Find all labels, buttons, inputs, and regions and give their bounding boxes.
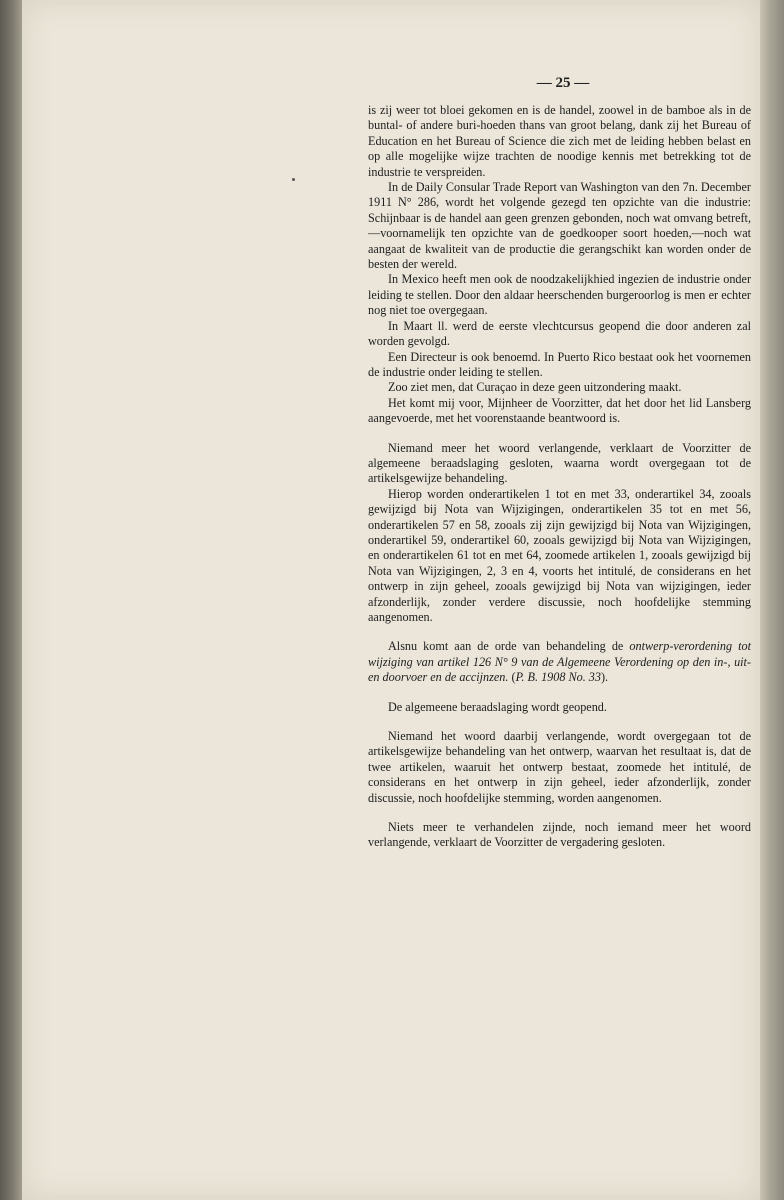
page-number: — 25 — [536,75,590,91]
paragraph-directeur: Een Directeur is ook benoemd. In Puerto Rico bestaat ook het voornemen de industrie onder leiding te stellen. [368,349,751,379]
paragraph-trade-report: In de Daily Consular Trade Report van Washington van den 7n. December 1911 N° 286, wordt het volgende gezegd ten opzichte van die industrie: Schijnbaar is de handel aan geen grenzen gebonden, noch wat omvang betreft,—voornamelijk ten opzichte van de goedkooper soort hoeden,—noch wat aangaat de kwaliteit van de productie die gerangschikt kan worden onder de besten der wereld. [368,180,751,272]
agenda-title: ontwerp-verordening tot wijziging van artikel 126 N° 9 van de Algemeene Verordening op den in-, uit- en doorvoer en de accijnzen. [368,639,752,685]
agenda-ref-open: ( [508,670,516,685]
paragraph-artikelsgewijze: Niemand het woord daarbij verlangende, wordt overgegaan tot de artikelsgewijze behandeling van het ontwerp, waarvan het resultaat is, dat de twee artikelen, waaruit het ontwerp bestaat, zoomede het intitulé, de considerans en het ontwerp in zijn geheel, ieder afzonderlijk, zonder discussie, noch hoofdelijke stemming, worden aangenomen. [368,729,751,805]
paragraph-vergadering-gesloten: Niets meer te verhandelen zijnde, noch iemand meer het woord verlangende, verklaart de Voorzitter de vergadering gesloten. [368,820,751,850]
book-binding [0,0,22,1200]
ink-speck [292,178,295,181]
paragraph-continuation: is zij weer tot bloei gekomen en is de handel, zoowel in de bamboe als in de buntal- of andere buri-hoeden thans van groot belang, dank zij het Bureau of Education en het Bureau of Science die zich met de leiding hebben belast en op alle mogelijke wijze trachten de noodige kennis met betrekking tot de industrie te verspreiden. [368,103,751,179]
paragraph-onderartikelen: Hierop worden onderartikelen 1 tot en met 33, onderartikel 34, zooals gewijzigd bij Nota van Wijzigingen, onderartikelen 35 tot en met 56, onderartikelen 57 en 58, zooals zij zijn gewijzigd bij Nota van Wijzigingen, onderartikel 59, onderartikel 60, zooals gewijzigd bij Nota van Wijzigingen, en onderartikelen 61 tot en met 64, zoomede artikelen 1, zooals gewijzigd bij Nota van Wijzigingen, 2, 3 en 4, voorts het intitulé, de considerans en het ontwerp in zijn geheel, zooals gewijzigd bij Nota van wijzigingen, ieder afzonderlijk, zonder verdere discussie, noch hoofdelijke stemming aangenomen. [368,486,751,624]
paragraph-vlechtcursus: In Maart ll. werd de eerste vlechtcursus geopend die door anderen zal worden gevolgd. [368,318,751,349]
paragraph-beraadslaging-gesloten: Niemand meer het woord verlangende, verklaart de Voorzitter de algemeene beraadslaging gesloten, waarna wordt overgegaan tot de artikelsgewijze behandeling. [368,440,751,486]
paragraph-lansberg: Het komt mij voor, Mijnheer de Voorzitter, dat het door het lid Lansberg aangevoerde, met het voorenstaande beantwoord is. [368,395,751,426]
agenda-lead: Alsnu komt aan de orde van behandeling de [388,639,630,654]
paragraph-beraadslaging-geopend: De algemeene beraadslaging wordt geopend. [388,699,607,714]
paragraph-mexico: In Mexico heeft men ook de noodzakelijkhied ingezien de industrie onder leiding te stellen. Door den aldaar heerschenden burgeroorlog is men er echter nog niet toe overgegaan. [368,272,751,318]
body-text [368,103,751,851]
paragraph-curacao: Zoo ziet men, dat Curaçao in deze geen uitzondering maakt. [388,380,682,395]
show-through-bleed [117,76,357,196]
page-edge [760,0,784,1200]
agenda-ref-close: ). [601,670,609,685]
agenda-ref: P. B. 1908 No. 33 [515,670,601,685]
paragraph-agenda [368,639,751,685]
